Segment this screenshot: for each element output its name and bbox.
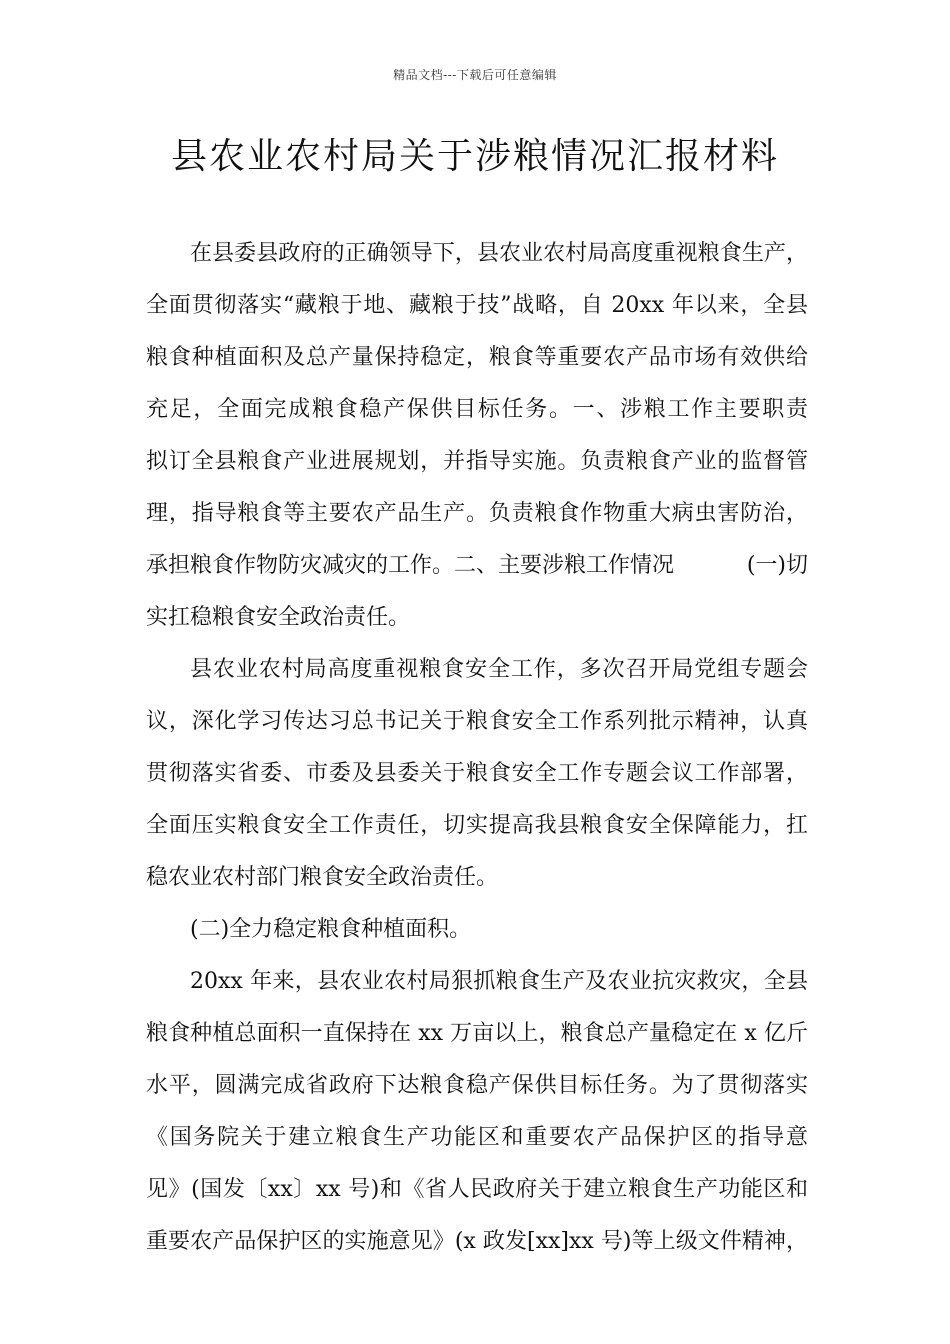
body-line: 贯彻落实省委、市委及县委关于粮食安全工作专题会议工作部署， [146,761,808,786]
header-note: 精品文档---下载后可任意编辑 [393,68,557,82]
document-title: 县农业农村局关于涉粮情况汇报材料 [170,136,779,177]
body-line [146,540,808,592]
body-line: 理，指导粮食等主要农产品生产。负责粮食作物重大病虫害防治， [146,501,808,526]
body-line: (二)全力稳定粮食种植面积。 [190,917,472,942]
body-line: 拟订全县粮食产业进展规划，并指导实施。负责粮食产业的监督管 [146,449,808,474]
body-line: 全面贯彻落实“藏粮于地、藏粮于技”战略，自 20xx 年以来，全县 [146,293,808,318]
body-line: 粮食种植面积及总产量保持稳定，粮食等重要农产品市场有效供给 [146,345,808,370]
body-line: 水平，圆满完成省政府下达粮食稳产保供目标任务。为了贯彻落实 [146,1073,808,1098]
body-line: 20xx 年来，县农业农村局狠抓粮食生产及农业抗灾救灾，全县 [190,969,808,994]
body-line: 充足，全面完成粮食稳产保供目标任务。一、涉粮工作主要职责 [146,397,808,422]
body-line: 县农业农村局高度重视粮食安全工作，多次召开局党组专题会 [190,657,808,682]
body-line: 见》(国发〔xx〕xx 号)和《省人民政府关于建立粮食生产功能区和 [146,1177,808,1202]
body-line: 实扛稳粮食安全政治责任。 [146,605,411,630]
body-line: 重要农产品保护区的实施意见》(x 政发[xx]xx 号)等上级文件精神， [146,1229,808,1254]
body-line: 粮食种植总面积一直保持在 xx 万亩以上，粮食总产量稳定在 x 亿斤 [146,1021,808,1046]
body-line: 《国务院关于建立粮食生产功能区和重要农产品保护区的指导意 [146,1125,808,1150]
body-line: 在县委县政府的正确领导下，县农业农村局高度重视粮食生产， [190,241,808,266]
body-line: 全面压实粮食安全工作责任，切实提高我县粮食安全保障能力，扛 [146,813,808,838]
body-line: 稳农业农村部门粮食安全政治责任。 [146,865,499,890]
body-line: 议，深化学习传达习总书记关于粮食安全工作系列批示精神，认真 [146,709,808,734]
body-line-segment: 承担粮食作物防灾减灾的工作。二、主要涉粮工作情况 [146,553,675,578]
document-body [146,228,808,1268]
body-line-segment: (一)切 [746,553,808,578]
